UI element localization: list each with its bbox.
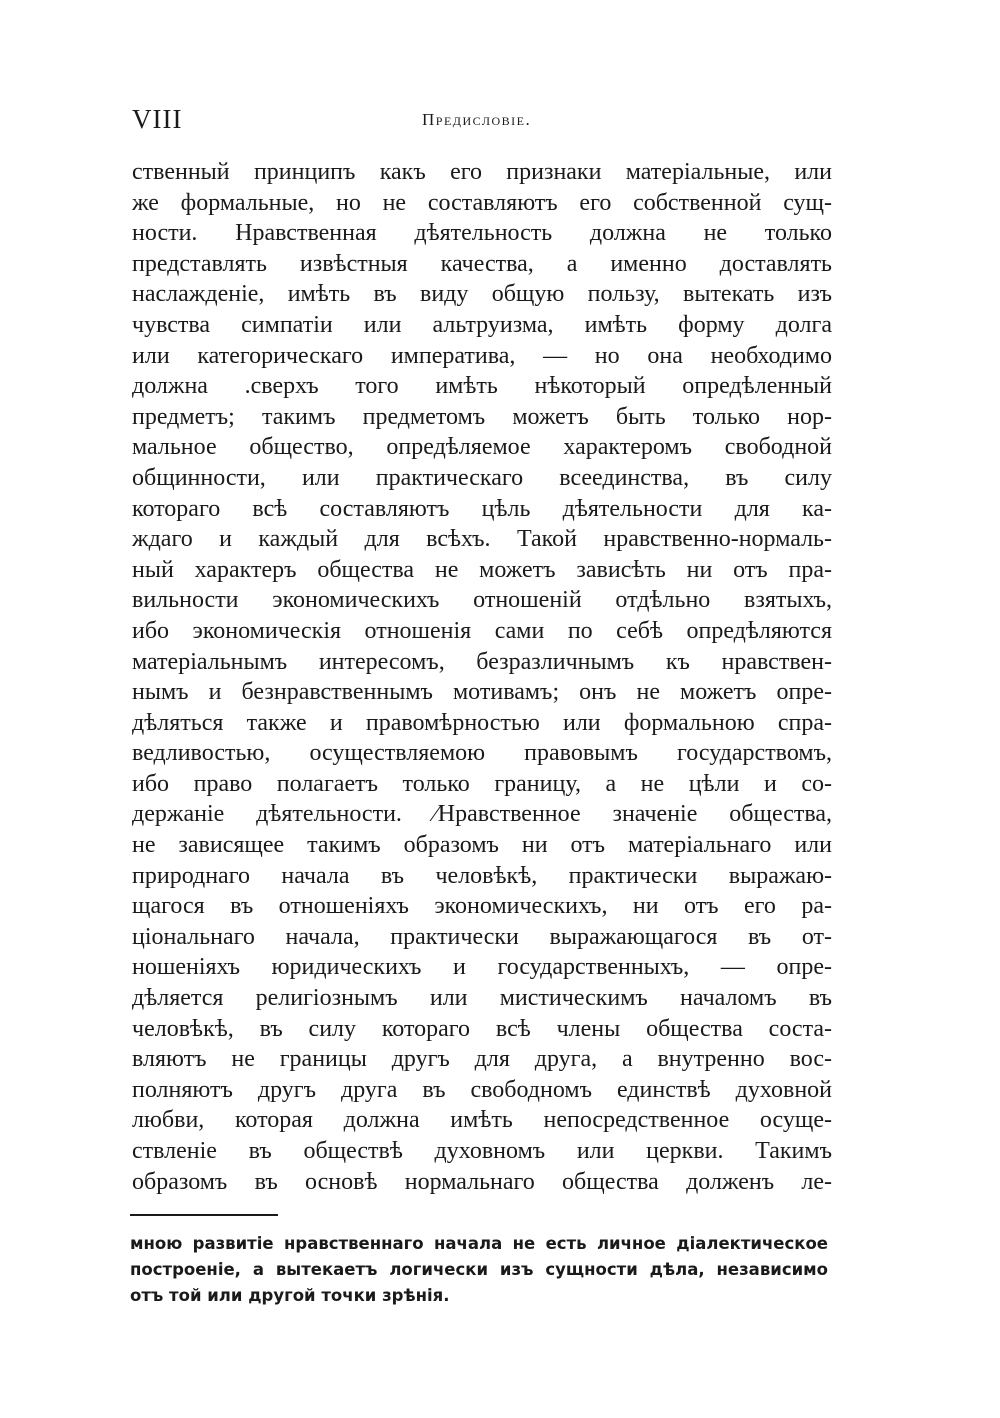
text-line: ности. Нравственная дѣятельность должна не только [132, 220, 832, 247]
text-line: ведливостью, осуществляемою правовымъ государствомъ, [132, 740, 832, 767]
text-line: ный характеръ общества не можетъ зависѣть ни отъ пра- [132, 556, 832, 583]
text-line: человѣкѣ, въ силу котораго всѣ члены общества соста- [132, 1015, 832, 1042]
text-line: ибо право полагаетъ только границу, а не цѣли и со- [132, 770, 832, 797]
text-line: ствленіе въ обществѣ духовномъ или церкви. Такимъ [132, 1138, 832, 1164]
text-line: чувства симпатіи или альтруизма, имѣть форму долга [132, 311, 832, 338]
text-line: котораго всѣ составляютъ цѣль дѣятельности для ка- [132, 495, 832, 522]
text-line: дѣляться также и правомѣрностью или формальною спра- [132, 709, 832, 736]
text-line: природнаго начала въ человѣкѣ, практически выражаю- [132, 862, 832, 889]
text-line: должна .сверхъ того имѣть нѣкоторый опредѣленный [132, 373, 832, 400]
main-text [132, 157, 832, 1197]
text-line: вляютъ не границы другъ для друга, а внутренно вос- [132, 1046, 832, 1073]
text-line: ждаго и каждый для всѣхъ. Такой нравственно-нормаль- [132, 526, 832, 553]
footnote-divider [130, 1214, 278, 1216]
text-line: щагося въ отношеніяхъ экономическихъ, ни отъ его ра- [132, 893, 832, 920]
text-line: ціональнаго начала, практически выражающагося въ от- [132, 923, 832, 950]
text-line: мальное общество, опредѣляемое характеромъ свободной [132, 434, 832, 461]
text-line: же формальные, но не составляютъ его собственной сущ- [132, 189, 832, 216]
text-line: держаніе дѣятельности. ⁄Нравственное значеніе общества, [132, 801, 832, 828]
text-line: матеріальнымъ интересомъ, безразличнымъ къ нравствен- [132, 648, 832, 675]
footnote-line: мною развитіе нравственнаго начала не есть личное діалектическое [130, 1234, 828, 1253]
text-line: или категорическаго императива, — но она необходимо [132, 342, 832, 369]
page-header [132, 104, 832, 144]
text-line: представлять извѣстныя качества, а именно доставлять [132, 250, 832, 277]
text-line: ибо экономическія отношенія сами по себѣ опредѣляются [132, 617, 832, 644]
text-line: предметъ; такимъ предметомъ можетъ быть только нор- [132, 403, 832, 430]
text-line: ношеніяхъ юридическихъ и государственныхъ, — опре- [132, 954, 832, 981]
text-line: образомъ въ основѣ нормальнаго общества долженъ ле- [132, 1168, 832, 1195]
text-line: полняютъ другъ друга въ свободномъ единствѣ духовной [132, 1076, 832, 1103]
page-number: VIII [132, 104, 183, 134]
footnote [130, 1231, 828, 1309]
text-line: вильности экономическихъ отношеній отдѣльно взятыхъ, [132, 587, 832, 614]
text-line: наслажденіе, имѣть въ виду общую пользу, вытекать изъ [132, 281, 832, 308]
footnote-line: построеніе, а вытекаетъ логически изъ сущности дѣла, независимо [130, 1260, 828, 1279]
footnote-line: отъ той или другой точки зрѣнія. [130, 1286, 450, 1305]
running-title: Предисловіе. [422, 110, 532, 129]
text-line: ственный принципъ какъ его признаки матеріальные, или [132, 159, 832, 185]
text-line: нымъ и безнравственнымъ мотивамъ; онъ не можетъ опре- [132, 679, 832, 706]
text-line: дѣляется религіознымъ или мистическимъ началомъ въ [132, 985, 832, 1012]
text-line: любви, которая должна имѣть непосредственное осуще- [132, 1107, 832, 1134]
text-line: не зависящее такимъ образомъ ни отъ матеріальнаго или [132, 832, 832, 859]
text-line: общинности, или практическаго всеединства, въ силу [132, 464, 832, 491]
